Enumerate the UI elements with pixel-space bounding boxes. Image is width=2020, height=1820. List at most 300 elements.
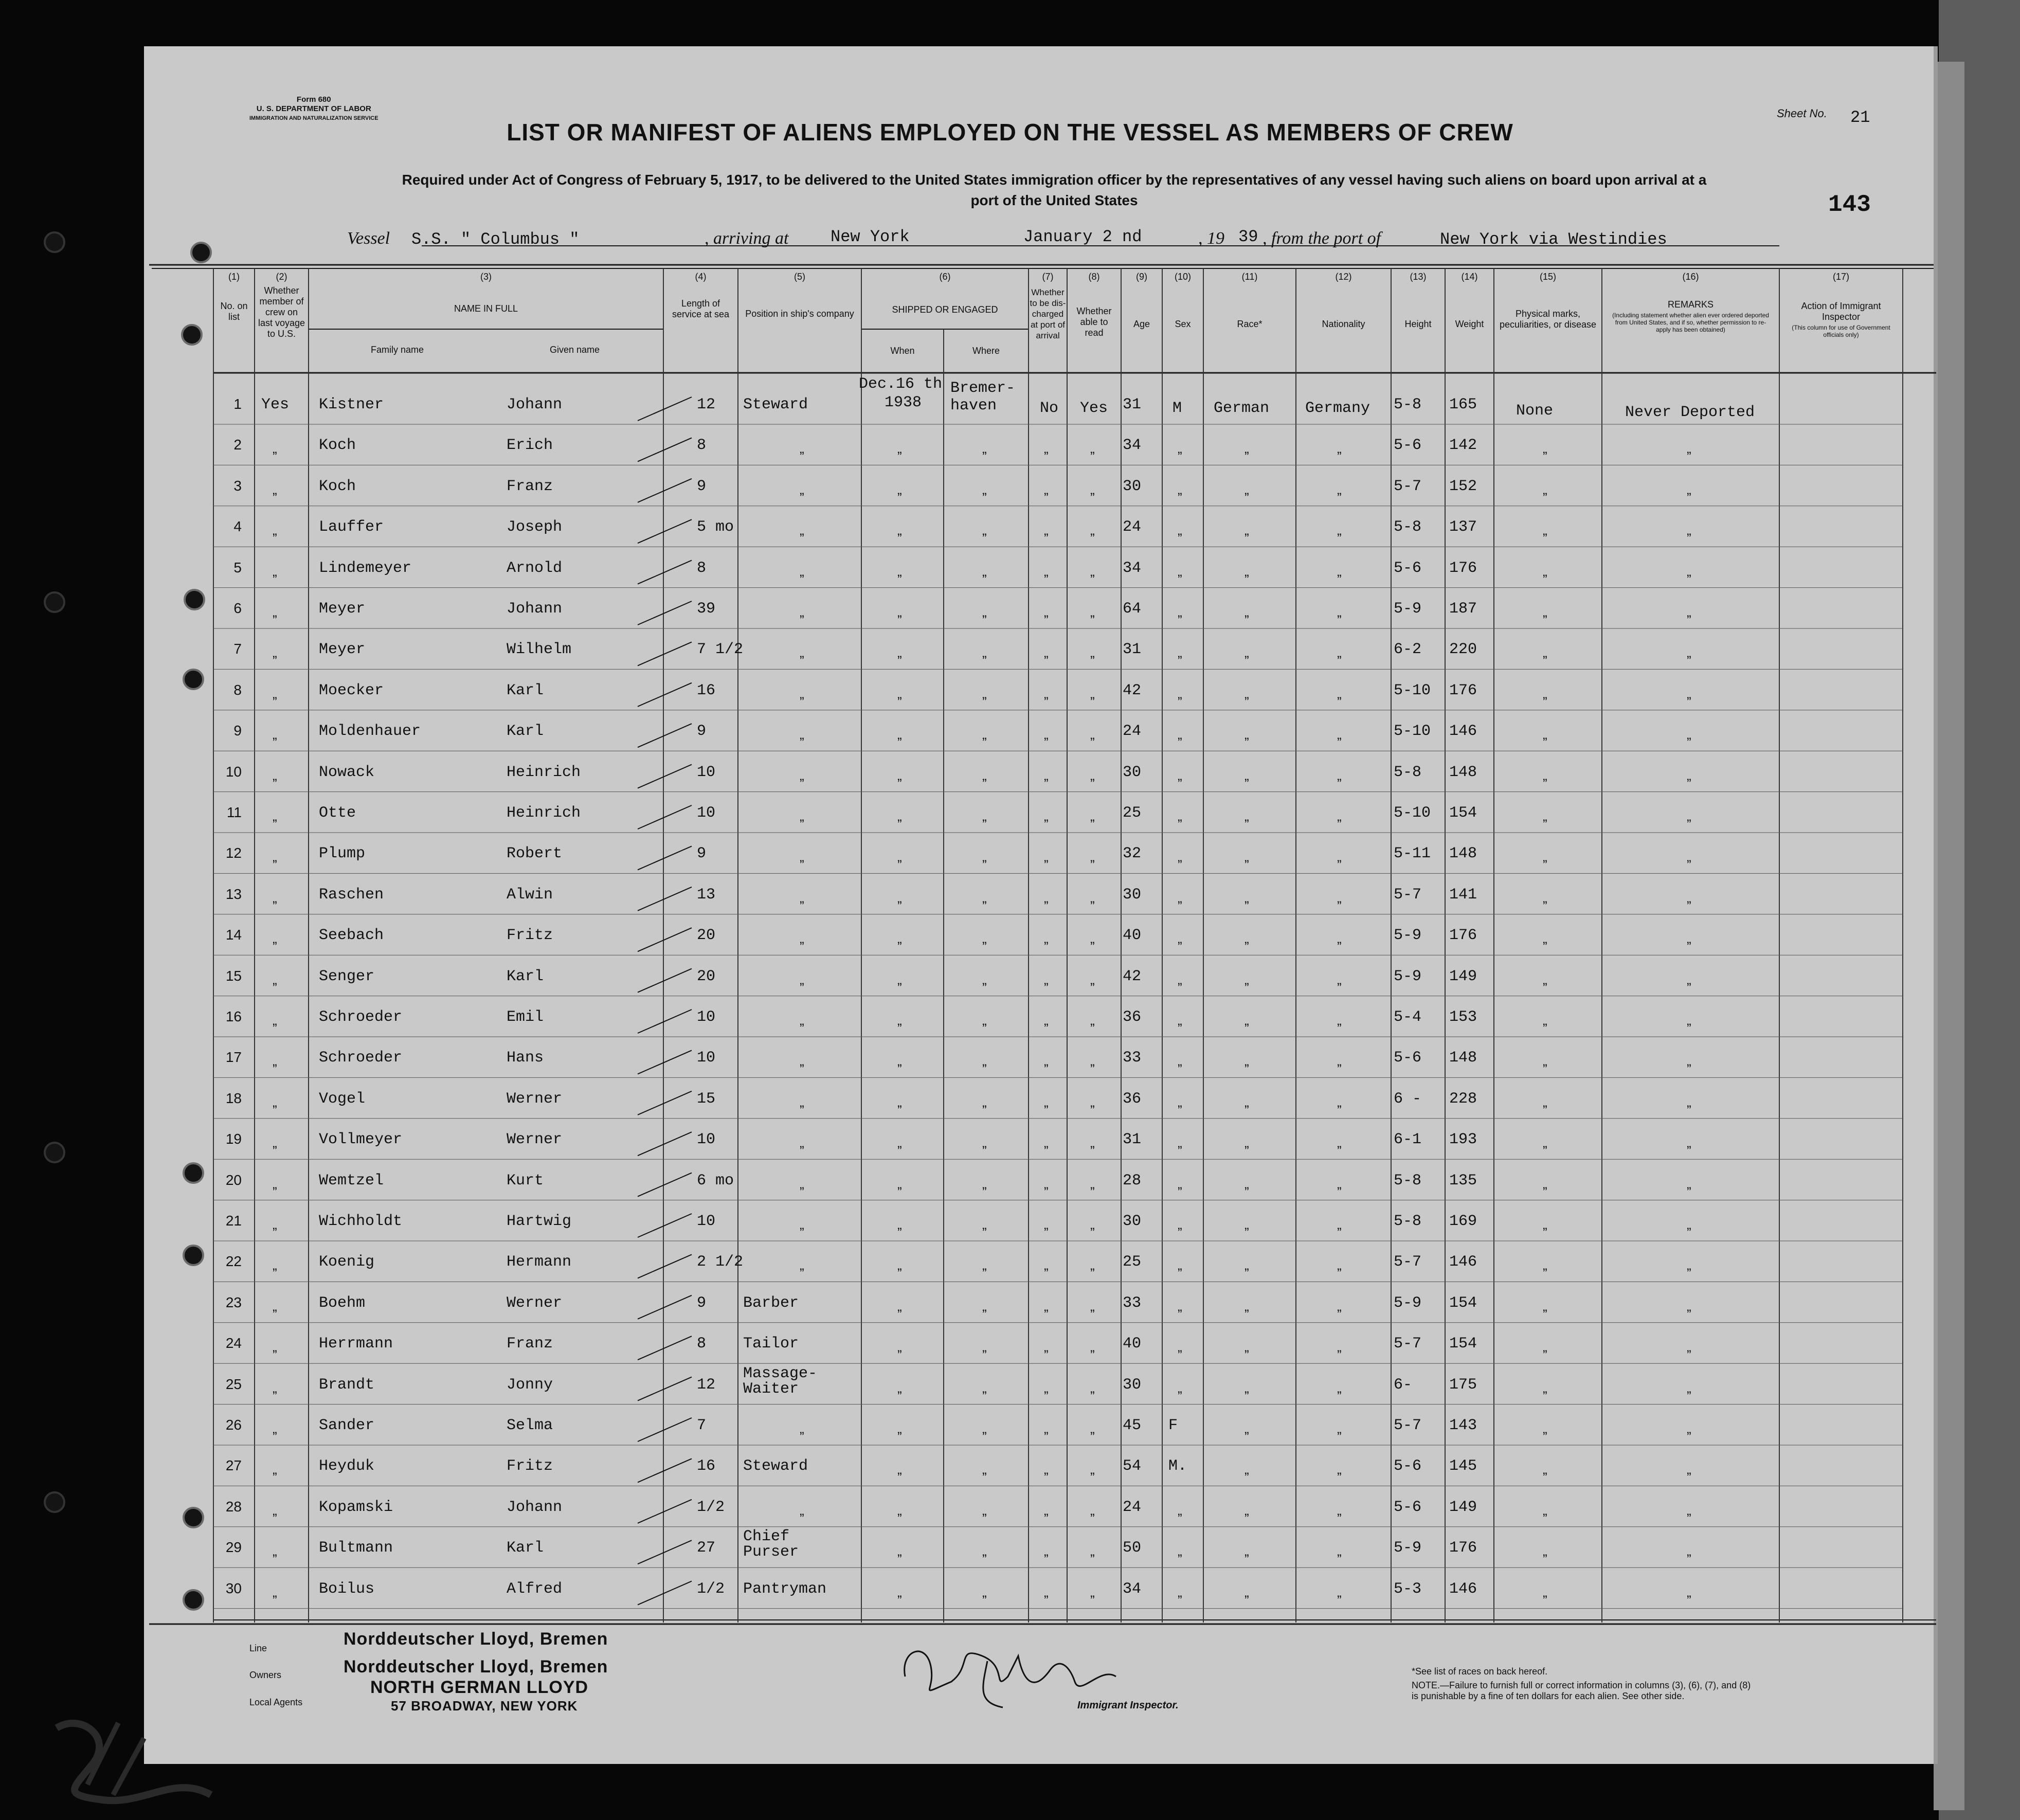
- penalty-note: NOTE.—Failure to furnish full or correct information in columns (3), (6), (7), and (8) is punishable by a fine of ten dollars for each alien. See other side.: [1412, 1680, 1751, 1701]
- row-10-discharged: „: [1044, 767, 1049, 783]
- row-25-position-line-2: Waiter: [743, 1380, 799, 1398]
- row-2-height: 5-6: [1394, 437, 1422, 455]
- row-26-number: 26: [225, 1417, 242, 1433]
- row-19-member: „: [273, 1135, 277, 1151]
- row-19-number: 19: [225, 1131, 242, 1147]
- row-14-number: 14: [225, 927, 242, 943]
- row-21-member: „: [273, 1217, 277, 1232]
- row-5-where: „: [982, 563, 987, 579]
- row-28-weight: 149: [1449, 1498, 1477, 1516]
- row-20-member: „: [273, 1176, 277, 1192]
- row-5-race: „: [1245, 563, 1249, 579]
- row-1-position: Steward: [743, 396, 808, 413]
- row-18-remarks: „: [1687, 1094, 1691, 1110]
- row-12-discharged: „: [1044, 849, 1049, 865]
- row-4-age: 24: [1123, 518, 1142, 536]
- races-note: *See list of races on back hereof.: [1412, 1666, 1548, 1677]
- row-23-where: „: [982, 1298, 987, 1314]
- row-24-height: 5-7: [1394, 1335, 1422, 1353]
- row-7-nationality: „: [1337, 645, 1342, 661]
- row-22-nationality: „: [1337, 1257, 1342, 1273]
- row-3-height: 5-7: [1394, 477, 1422, 495]
- arrival-year: 39: [1238, 227, 1258, 246]
- row-24-position: Tailor: [743, 1335, 799, 1353]
- row-29-member: „: [273, 1543, 277, 1559]
- row-24-physical: „: [1543, 1339, 1547, 1355]
- row-23-service: 9: [697, 1294, 707, 1312]
- row-22-position: „: [800, 1257, 804, 1273]
- row-30-height: 5-3: [1394, 1580, 1422, 1598]
- row-3-member: „: [273, 481, 277, 497]
- row-22-race: „: [1245, 1257, 1249, 1273]
- row-30-race: „: [1245, 1584, 1249, 1600]
- row-16-sex: „: [1178, 1013, 1182, 1028]
- row-20-where: „: [982, 1176, 987, 1192]
- header-when: When: [890, 346, 915, 356]
- row-13-where: „: [982, 890, 987, 906]
- row-5-service: 8: [697, 559, 707, 577]
- row-19-weight: 193: [1449, 1131, 1477, 1149]
- row-23-read: „: [1090, 1298, 1095, 1314]
- row-6-read: „: [1090, 604, 1095, 620]
- row-10-member: „: [273, 767, 277, 783]
- row-18-given-name: Werner: [507, 1090, 563, 1108]
- row-21-age: 30: [1123, 1213, 1142, 1230]
- row-13-nationality: „: [1337, 890, 1342, 906]
- row-25-age: 30: [1123, 1376, 1142, 1394]
- row-23-physical: „: [1543, 1298, 1547, 1314]
- row-12-weight: 148: [1449, 845, 1477, 863]
- row-24-where: „: [982, 1339, 987, 1355]
- row-29-nationality: „: [1337, 1543, 1342, 1559]
- row-21-physical: „: [1543, 1217, 1547, 1232]
- row-8-nationality: „: [1337, 686, 1342, 701]
- row-17-read: „: [1090, 1053, 1095, 1069]
- row-25-service: 12: [697, 1376, 716, 1394]
- row-6-age: 64: [1123, 600, 1142, 618]
- row-6-given-name: Johann: [507, 600, 563, 618]
- row-26-remarks: „: [1687, 1421, 1691, 1436]
- row-19-where: „: [982, 1135, 987, 1151]
- row-13-when: „: [897, 890, 902, 906]
- row-27-nationality: „: [1337, 1462, 1342, 1477]
- row-13-position: „: [800, 890, 804, 906]
- row-16-discharged: „: [1044, 1013, 1049, 1028]
- row-28-position: „: [800, 1502, 804, 1518]
- row-15-member: „: [273, 971, 277, 987]
- row-25-read: „: [1090, 1380, 1095, 1396]
- row-6-position: „: [800, 604, 804, 620]
- footer-note: [1412, 1666, 1751, 1702]
- tally-slash: [638, 1377, 692, 1401]
- row-12-age: 32: [1123, 845, 1142, 863]
- row-28-race: „: [1245, 1502, 1249, 1518]
- row-14-physical: „: [1543, 931, 1547, 947]
- arriving-label: , arriving at: [705, 229, 789, 248]
- row-17-age: 33: [1123, 1049, 1142, 1067]
- row-18-nationality: „: [1337, 1094, 1342, 1110]
- row-26-where: „: [982, 1421, 987, 1436]
- row-1-when-line-1: Dec.16 th: [859, 375, 943, 393]
- row-7-physical: „: [1543, 645, 1547, 661]
- row-15-physical: „: [1543, 971, 1547, 987]
- row-22-member: „: [273, 1257, 277, 1273]
- row-13-number: 13: [225, 886, 242, 902]
- tally-slash: [638, 1336, 692, 1360]
- row-25-race: „: [1245, 1380, 1249, 1396]
- tally-slash: [638, 1132, 692, 1156]
- row-24-given-name: Franz: [507, 1335, 553, 1353]
- row-10-number: 10: [225, 763, 242, 780]
- row-14-weight: 176: [1449, 927, 1477, 945]
- row-12-family-name: Plump: [319, 845, 366, 863]
- header-nationality: Nationality: [1322, 319, 1365, 329]
- row-7-weight: 220: [1449, 641, 1477, 659]
- line-label: Line: [249, 1643, 267, 1653]
- row-19-given-name: Werner: [507, 1131, 563, 1149]
- row-14-race: „: [1245, 931, 1249, 947]
- row-10-physical: „: [1543, 767, 1547, 783]
- row-6-race: „: [1245, 604, 1249, 620]
- row-30-discharged: „: [1044, 1584, 1049, 1600]
- arriving-port: New York: [831, 227, 910, 246]
- row-9-nationality: „: [1337, 727, 1342, 743]
- row-7-height: 6-2: [1394, 641, 1422, 659]
- row-17-family-name: Schroeder: [319, 1049, 403, 1067]
- row-8-service: 16: [697, 681, 716, 699]
- row-18-family-name: Vogel: [319, 1090, 366, 1108]
- row-4-when: „: [897, 522, 902, 538]
- row-18-position: „: [800, 1094, 804, 1110]
- row-11-service: 10: [697, 804, 716, 822]
- header-no-on-list: No. on list: [220, 301, 248, 322]
- row-26-family-name: Sander: [319, 1417, 375, 1434]
- row-15-remarks: „: [1687, 971, 1691, 987]
- row-3-given-name: Franz: [507, 477, 553, 495]
- row-29-position-line-2: Purser: [743, 1543, 799, 1561]
- row-8-given-name: Karl: [507, 681, 544, 699]
- colnum-7: (7): [1042, 272, 1054, 282]
- row-28-remarks: „: [1687, 1502, 1691, 1518]
- row-20-race: „: [1245, 1176, 1249, 1192]
- agent-stamp-address: 57 BROADWAY, NEW YORK: [391, 1698, 578, 1714]
- header-height: Height: [1404, 319, 1432, 329]
- row-17-number: 17: [225, 1049, 242, 1066]
- row-5-when: „: [897, 563, 902, 579]
- sheet-number: 21: [1850, 108, 1870, 127]
- row-7-position: „: [800, 645, 804, 661]
- row-15-weight: 149: [1449, 967, 1477, 985]
- header-sex: Sex: [1175, 319, 1191, 329]
- row-7-race: „: [1245, 645, 1249, 661]
- row-19-remarks: „: [1687, 1135, 1691, 1151]
- tally-slash: [638, 642, 692, 665]
- tally-slash: [638, 561, 692, 584]
- row-4-service: 5 mo: [697, 518, 734, 536]
- service-name: IMMIGRATION AND NATURALIZATION SERVICE: [249, 115, 378, 121]
- row-6-where: „: [982, 604, 987, 620]
- row-12-service: 9: [697, 845, 707, 863]
- row-3-remarks: „: [1687, 481, 1691, 497]
- row-25-position: Massage-: [743, 1364, 818, 1382]
- row-25-when: „: [897, 1380, 902, 1396]
- row-22-read: „: [1090, 1257, 1095, 1273]
- row-14-nationality: „: [1337, 931, 1342, 947]
- row-14-family-name: Seebach: [319, 927, 384, 945]
- row-28-age: 24: [1123, 1498, 1142, 1516]
- row-19-position: „: [800, 1135, 804, 1151]
- tally-slash: [638, 1418, 692, 1441]
- row-26-given-name: Selma: [507, 1417, 553, 1434]
- row-25-member: „: [273, 1380, 277, 1396]
- row-2-read: „: [1090, 441, 1095, 457]
- tally-slash: [638, 601, 692, 625]
- row-27-read: „: [1090, 1462, 1095, 1477]
- row-28-service: 1/2: [697, 1498, 725, 1516]
- row-11-given-name: Heinrich: [507, 804, 581, 822]
- row-24-member: „: [273, 1339, 277, 1355]
- row-19-family-name: Vollmeyer: [319, 1131, 403, 1149]
- header-able-to-read: Whether able to read: [1076, 306, 1112, 338]
- tally-slash: [638, 1214, 692, 1237]
- row-19-height: 6-1: [1394, 1131, 1422, 1149]
- colnum-17: (17): [1832, 272, 1849, 282]
- row-18-when: „: [897, 1094, 902, 1110]
- row-21-race: „: [1245, 1217, 1249, 1232]
- row-10-sex: „: [1178, 767, 1182, 783]
- row-5-position: „: [800, 563, 804, 579]
- row-20-number: 20: [225, 1172, 242, 1188]
- row-26-nationality: „: [1337, 1421, 1342, 1436]
- row-11-weight: 154: [1449, 804, 1477, 822]
- row-22-remarks: „: [1687, 1257, 1691, 1273]
- row-20-service: 6 mo: [697, 1172, 734, 1190]
- row-10-height: 5-8: [1394, 763, 1422, 781]
- row-10-given-name: Heinrich: [507, 763, 581, 781]
- row-3-weight: 152: [1449, 477, 1477, 495]
- row-10-remarks: „: [1687, 767, 1691, 783]
- tally-slash: [638, 724, 692, 747]
- row-24-weight: 154: [1449, 1335, 1477, 1353]
- arrival-date: January 2 nd: [1023, 227, 1142, 246]
- row-20-weight: 135: [1449, 1172, 1477, 1190]
- colnum-15: (15): [1539, 272, 1556, 282]
- row-20-given-name: Kurt: [507, 1172, 544, 1190]
- row-22-height: 5-7: [1394, 1253, 1422, 1271]
- colnum-13: (13): [1410, 272, 1427, 282]
- row-29-read: „: [1090, 1543, 1095, 1559]
- row-29-position: Chief: [743, 1528, 790, 1546]
- row-22-family-name: Koenig: [319, 1253, 375, 1271]
- tally-slash: [638, 887, 692, 911]
- department-name: U. S. DEPARTMENT OF LABOR: [256, 104, 371, 113]
- row-17-where: „: [982, 1053, 987, 1069]
- row-23-weight: 154: [1449, 1294, 1477, 1312]
- row-10-read: „: [1090, 767, 1095, 783]
- row-6-member: „: [273, 604, 277, 620]
- row-12-height: 5-11: [1394, 845, 1431, 863]
- row-6-service: 39: [697, 600, 716, 618]
- row-2-weight: 142: [1449, 437, 1477, 455]
- row-4-weight: 137: [1449, 518, 1477, 536]
- row-22-where: „: [982, 1257, 987, 1273]
- row-16-physical: „: [1543, 1013, 1547, 1028]
- row-29-when: „: [897, 1543, 902, 1559]
- colnum-8: (8): [1088, 272, 1100, 282]
- row-4-nationality: „: [1337, 522, 1342, 538]
- row-9-weight: 146: [1449, 723, 1477, 741]
- row-9-race: „: [1245, 727, 1249, 743]
- row-2-when: „: [897, 441, 902, 457]
- year-prefix: , 19: [1198, 229, 1224, 248]
- row-15-position: „: [800, 971, 804, 987]
- row-1-age: 31: [1123, 396, 1142, 413]
- row-6-nationality: „: [1337, 604, 1342, 620]
- row-22-discharged: „: [1044, 1257, 1049, 1273]
- row-6-number: 6: [233, 600, 242, 616]
- row-14-position: „: [800, 931, 804, 947]
- inspector-label: Immigrant Inspector.: [1077, 1700, 1179, 1711]
- header-member-last-voyage: Whether member of crew on last voyage to U.S.: [258, 285, 305, 339]
- row-26-physical: „: [1543, 1421, 1547, 1436]
- row-3-nationality: „: [1337, 481, 1342, 497]
- row-6-weight: 187: [1449, 600, 1477, 618]
- row-11-member: „: [273, 808, 277, 824]
- agent-stamp-name: NORTH GERMAN LLOYD: [370, 1678, 589, 1697]
- vessel-name: S.S. " Columbus ": [411, 230, 580, 249]
- row-1-nationality: Germany: [1305, 400, 1370, 417]
- row-28-nationality: „: [1337, 1502, 1342, 1518]
- header-weight: Weight: [1455, 319, 1484, 329]
- row-18-weight: 228: [1449, 1090, 1477, 1108]
- row-22-when: „: [897, 1257, 902, 1273]
- tally-slash: [638, 1458, 692, 1482]
- row-30-sex: „: [1178, 1584, 1182, 1600]
- row-30-remarks: „: [1687, 1584, 1691, 1600]
- row-1-weight: 165: [1449, 396, 1477, 413]
- row-6-physical: „: [1543, 604, 1547, 620]
- row-25-nationality: „: [1337, 1380, 1342, 1396]
- row-12-physical: „: [1543, 849, 1547, 865]
- row-2-family-name: Koch: [319, 437, 356, 455]
- row-25-physical: „: [1543, 1380, 1547, 1396]
- row-29-age: 50: [1123, 1539, 1142, 1557]
- row-26-sex: F: [1168, 1417, 1178, 1434]
- row-1-member: Yes: [261, 396, 290, 413]
- row-25-discharged: „: [1044, 1380, 1049, 1396]
- row-4-position: „: [800, 522, 804, 538]
- row-15-when: „: [897, 971, 902, 987]
- row-5-physical: „: [1543, 563, 1547, 579]
- row-28-discharged: „: [1044, 1502, 1049, 1518]
- row-12-sex: „: [1178, 849, 1182, 865]
- row-9-discharged: „: [1044, 727, 1049, 743]
- row-22-number: 22: [225, 1253, 242, 1270]
- row-15-number: 15: [225, 967, 242, 984]
- row-8-position: „: [800, 686, 804, 701]
- row-30-where: „: [982, 1584, 987, 1600]
- row-2-service: 8: [697, 437, 707, 455]
- row-15-service: 20: [697, 967, 716, 985]
- row-23-discharged: „: [1044, 1298, 1049, 1314]
- row-15-age: 42: [1123, 967, 1142, 985]
- colnum-2: (2): [276, 272, 287, 282]
- row-25-weight: 175: [1449, 1376, 1477, 1394]
- row-3-service: 9: [697, 477, 707, 495]
- header-family-name: Family name: [370, 345, 424, 355]
- row-16-race: „: [1245, 1013, 1249, 1028]
- row-29-physical: „: [1543, 1543, 1547, 1559]
- row-18-read: „: [1090, 1094, 1095, 1110]
- row-22-weight: 146: [1449, 1253, 1477, 1271]
- row-18-discharged: „: [1044, 1094, 1049, 1110]
- row-14-sex: „: [1178, 931, 1182, 947]
- row-8-discharged: „: [1044, 686, 1049, 701]
- row-9-age: 24: [1123, 723, 1142, 741]
- row-27-race: „: [1245, 1462, 1249, 1477]
- row-14-member: „: [273, 931, 277, 947]
- row-16-nationality: „: [1337, 1013, 1342, 1028]
- row-23-remarks: „: [1687, 1298, 1691, 1314]
- row-21-when: „: [897, 1217, 902, 1232]
- row-24-service: 8: [697, 1335, 707, 1353]
- row-21-family-name: Wichholdt: [319, 1213, 403, 1230]
- row-13-remarks: „: [1687, 890, 1691, 906]
- row-18-member: „: [273, 1094, 277, 1110]
- row-26-member: „: [273, 1421, 277, 1436]
- row-23-nationality: „: [1337, 1298, 1342, 1314]
- row-29-sex: „: [1178, 1543, 1182, 1559]
- row-28-given-name: Johann: [507, 1498, 563, 1516]
- row-17-nationality: „: [1337, 1053, 1342, 1069]
- header-shipped-or-engaged: SHIPPED OR ENGAGED: [892, 304, 998, 315]
- header-remarks: REMARKS: [1667, 299, 1714, 310]
- row-30-member: „: [273, 1584, 277, 1600]
- row-30-number: 30: [225, 1580, 242, 1596]
- tally-slash: [638, 1173, 692, 1197]
- colnum-4: (4): [695, 272, 707, 282]
- row-15-given-name: Karl: [507, 967, 544, 985]
- row-11-physical: „: [1543, 808, 1547, 824]
- row-7-given-name: Wilhelm: [507, 641, 572, 659]
- row-7-age: 31: [1123, 641, 1142, 659]
- row-9-read: „: [1090, 727, 1095, 743]
- row-10-race: „: [1245, 767, 1249, 783]
- row-4-race: „: [1245, 522, 1249, 538]
- row-28-when: „: [897, 1502, 902, 1518]
- row-12-number: 12: [225, 845, 242, 861]
- colnum-6: (6): [939, 272, 951, 282]
- row-30-weight: 146: [1449, 1580, 1477, 1598]
- row-11-position: „: [800, 808, 804, 824]
- row-5-given-name: Arnold: [507, 559, 563, 577]
- row-17-service: 10: [697, 1049, 716, 1067]
- row-19-read: „: [1090, 1135, 1095, 1151]
- row-20-position: „: [800, 1176, 804, 1192]
- row-8-number: 8: [233, 681, 242, 698]
- row-12-read: „: [1090, 849, 1095, 865]
- row-29-where: „: [982, 1543, 987, 1559]
- row-12-where: „: [982, 849, 987, 865]
- row-16-when: „: [897, 1013, 902, 1028]
- row-8-weight: 176: [1449, 681, 1477, 699]
- row-11-age: 25: [1123, 804, 1142, 822]
- tally-slash: [638, 969, 692, 993]
- row-22-given-name: Hermann: [507, 1253, 572, 1271]
- colnum-9: (9): [1136, 272, 1147, 282]
- row-11-read: „: [1090, 808, 1095, 824]
- row-21-sex: „: [1178, 1217, 1182, 1232]
